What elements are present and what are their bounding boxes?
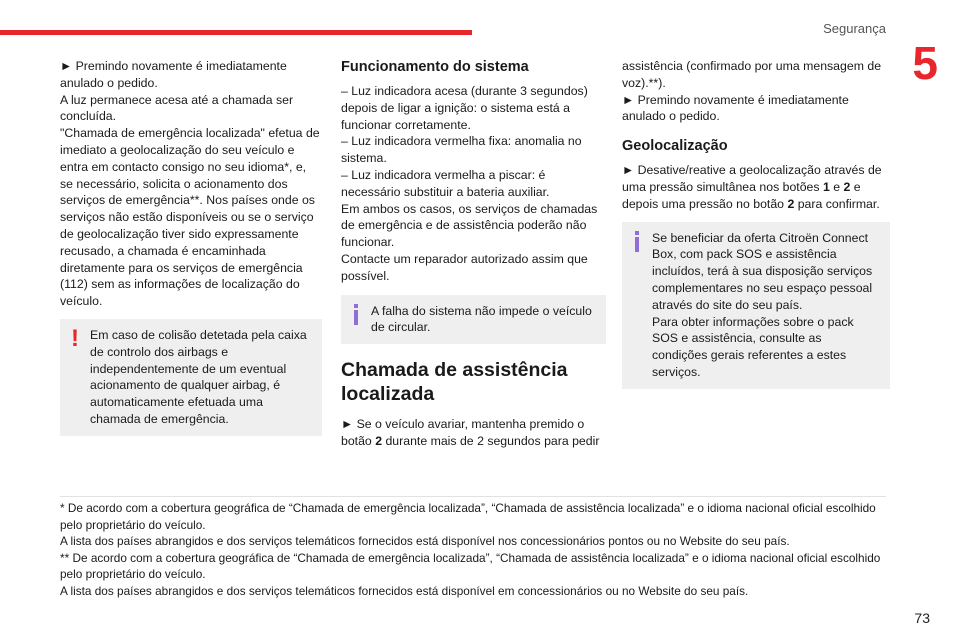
footnote: * De acordo com a cobertura geográfica de “Chamada de emergência localizada”, “Chamada de assistência localizada” e o idioma nacional oficial escolhido pelo proprietário do veículo.: [60, 501, 876, 532]
footnote: A lista dos países abrangidos e dos serviços telemáticos fornecidos está disponível nos concessionários pontos ou no Website do seu país.: [60, 534, 790, 548]
paragraph: Em ambos os casos, os serviços de chamadas de emergência e de assistência poderão não funcionar.: [341, 201, 598, 250]
list-item: – Luz indicadora vermelha fixa: anomalia no sistema.: [341, 134, 582, 166]
column-2: [341, 58, 606, 450]
paragraph: ► Premindo novamente é imediatamente anulado o pedido.: [60, 59, 287, 90]
info-note: [622, 222, 890, 389]
warning-icon: !: [71, 324, 79, 352]
footnote: A lista dos países abrangidos e dos serviços telemáticos fornecidos está disponível em concessionários ou no Website do seu país.: [60, 583, 749, 598]
paragraph: ► Desative/reative a geolocalização através de uma pressão simultânea nos botões 1 e 2 e depois uma pressão no botão 2 para confirmar.: [622, 163, 882, 211]
info-note: [341, 295, 606, 345]
paragraph: "Chamada de emergência localizada" efetua de imediato a geolocalização do seu veículo e entra em contacto consigo no seu idioma*, e, se necessário, solicita o acionamento dos serviços de emergência**. Nos países onde os serviços não estão disponíveis ou se o serviço de geolocalização tiver sido expressamente recusado, a chamada é encaminhada diretamente para os serviços de emergência (112) sem as informações de localização do veículo.: [60, 126, 320, 309]
divider: [60, 496, 886, 497]
list-item: – Luz indicadora vermelha a piscar: é necessário substituir a bateria auxiliar.: [341, 167, 550, 199]
column-1: [60, 58, 322, 436]
heading-assistance-call: Chamada de assistência localizada: [341, 359, 568, 406]
paragraph: ► Premindo novamente é imediatamente anulado o pedido.: [622, 92, 849, 124]
button-ref: 2: [375, 433, 383, 448]
paragraph: A luz permanece acesa até a chamada ser concluída.: [60, 92, 294, 124]
heading-system-operation: Funcionamento do sistema: [341, 59, 529, 75]
chapter-number: 5: [912, 37, 938, 89]
warning-text: Em caso de colisão detetada pela caixa de controlo dos airbags e independentemente de um eventual acionamento de qualquer airbag, é automaticamente efetuada uma chamada de emergência.: [90, 327, 307, 426]
list-item: – Luz indicadora acesa (durante 3 segundos) depois de ligar a ignição: o sistema está a funcionar corretamente.: [341, 84, 588, 132]
section-title: Segurança: [823, 21, 886, 36]
paragraph: assistência (confirmado por uma mensagem de voz).**).: [622, 59, 882, 90]
info-icon: [350, 304, 362, 325]
heading-geolocation: Geolocalização: [622, 138, 728, 155]
paragraph: ► Se o veículo avariar, mantenha premido o botão 2 durante mais de 2 segundos para pedir: [341, 417, 600, 448]
footnote: ** De acordo com a cobertura geográfica de “Chamada de emergência localizada”, “Chamada de assistência localizada” e o idioma nacional oficial escolhido pelo proprietário do veículo.: [60, 550, 881, 581]
info-text: Para obter informações sobre o pack SOS e assistência, consulte as condições gerais referentes a estes serviços.: [652, 314, 854, 379]
column-3: [622, 58, 890, 389]
warning-note: [60, 319, 322, 436]
info-text: A falha do sistema não impede o veículo de circular.: [371, 303, 592, 335]
info-text: Se beneficiar da oferta Citroën Connect Box, com pack SOS e assistência incluídos, terá à sua disposição serviços complementares no seu espaço pessoal através do site do seu país.: [652, 230, 873, 312]
page-number: 73: [914, 610, 930, 626]
paragraph: Contacte um reparador autorizado assim que possível.: [341, 251, 588, 283]
header-accent-bar: [0, 30, 472, 35]
info-icon: [631, 231, 643, 252]
footnotes: [60, 500, 890, 599]
